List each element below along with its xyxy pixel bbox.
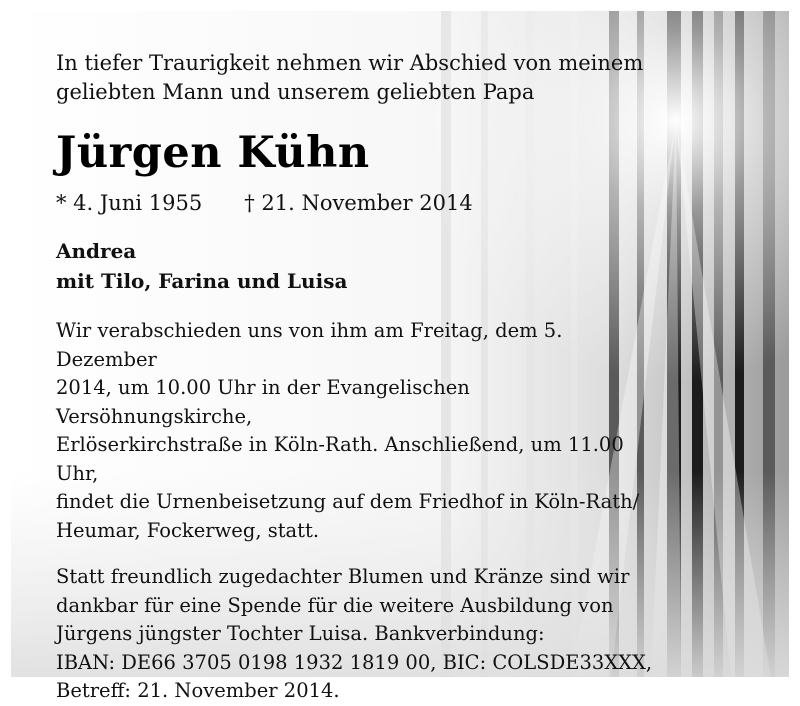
obituary-frame	[11, 11, 789, 702]
donation-line: Statt freundlich zugedachter Blumen und Kränze sind wir	[56, 565, 630, 588]
service-line: Erlöserkirchstraße in Köln-Rath. Anschließend, um 11.00 Uhr,	[56, 433, 624, 485]
donation-info	[56, 563, 656, 706]
service-line: Wir verabschieden uns von ihm am Freitag, dem 5. Dezember	[56, 319, 563, 371]
service-line: 2014, um 10.00 Uhr in der Evangelischen Versöhnungskirche,	[56, 376, 470, 428]
donation-line: dankbar für eine Spende für die weitere Ausbildung von	[56, 593, 614, 617]
family-line: mit Tilo, Farina und Luisa	[56, 269, 348, 293]
life-dates	[56, 189, 656, 217]
donation-line: IBAN: DE66 3705 0198 1932 1819 00, BIC: COLSDE33XXX,	[56, 650, 653, 674]
family-names	[56, 236, 656, 296]
intro-text	[56, 49, 656, 107]
service-info	[56, 317, 656, 545]
birth-date: * 4. Juni 1955	[56, 191, 203, 215]
intro-line: In tiefer Traurigkeit nehmen wir Abschied von meinem	[56, 51, 644, 75]
service-line: Heumar, Fockerweg, statt.	[56, 518, 320, 542]
obituary-content	[56, 49, 656, 706]
death-date: † 21. November 2014	[244, 191, 473, 215]
donation-line: Betreff: 21. November 2014.	[56, 679, 340, 702]
donation-line: Jürgens jüngster Tochter Luisa. Bankverbindung:	[56, 622, 545, 645]
service-line: findet die Urnenbeisetzung auf dem Friedhof in Köln-Rath/	[56, 490, 640, 513]
family-line: Andrea	[56, 239, 137, 263]
intro-line: geliebten Mann und unserem geliebten Papa	[56, 80, 535, 104]
deceased-name: Jürgen Kühn	[56, 128, 370, 178]
